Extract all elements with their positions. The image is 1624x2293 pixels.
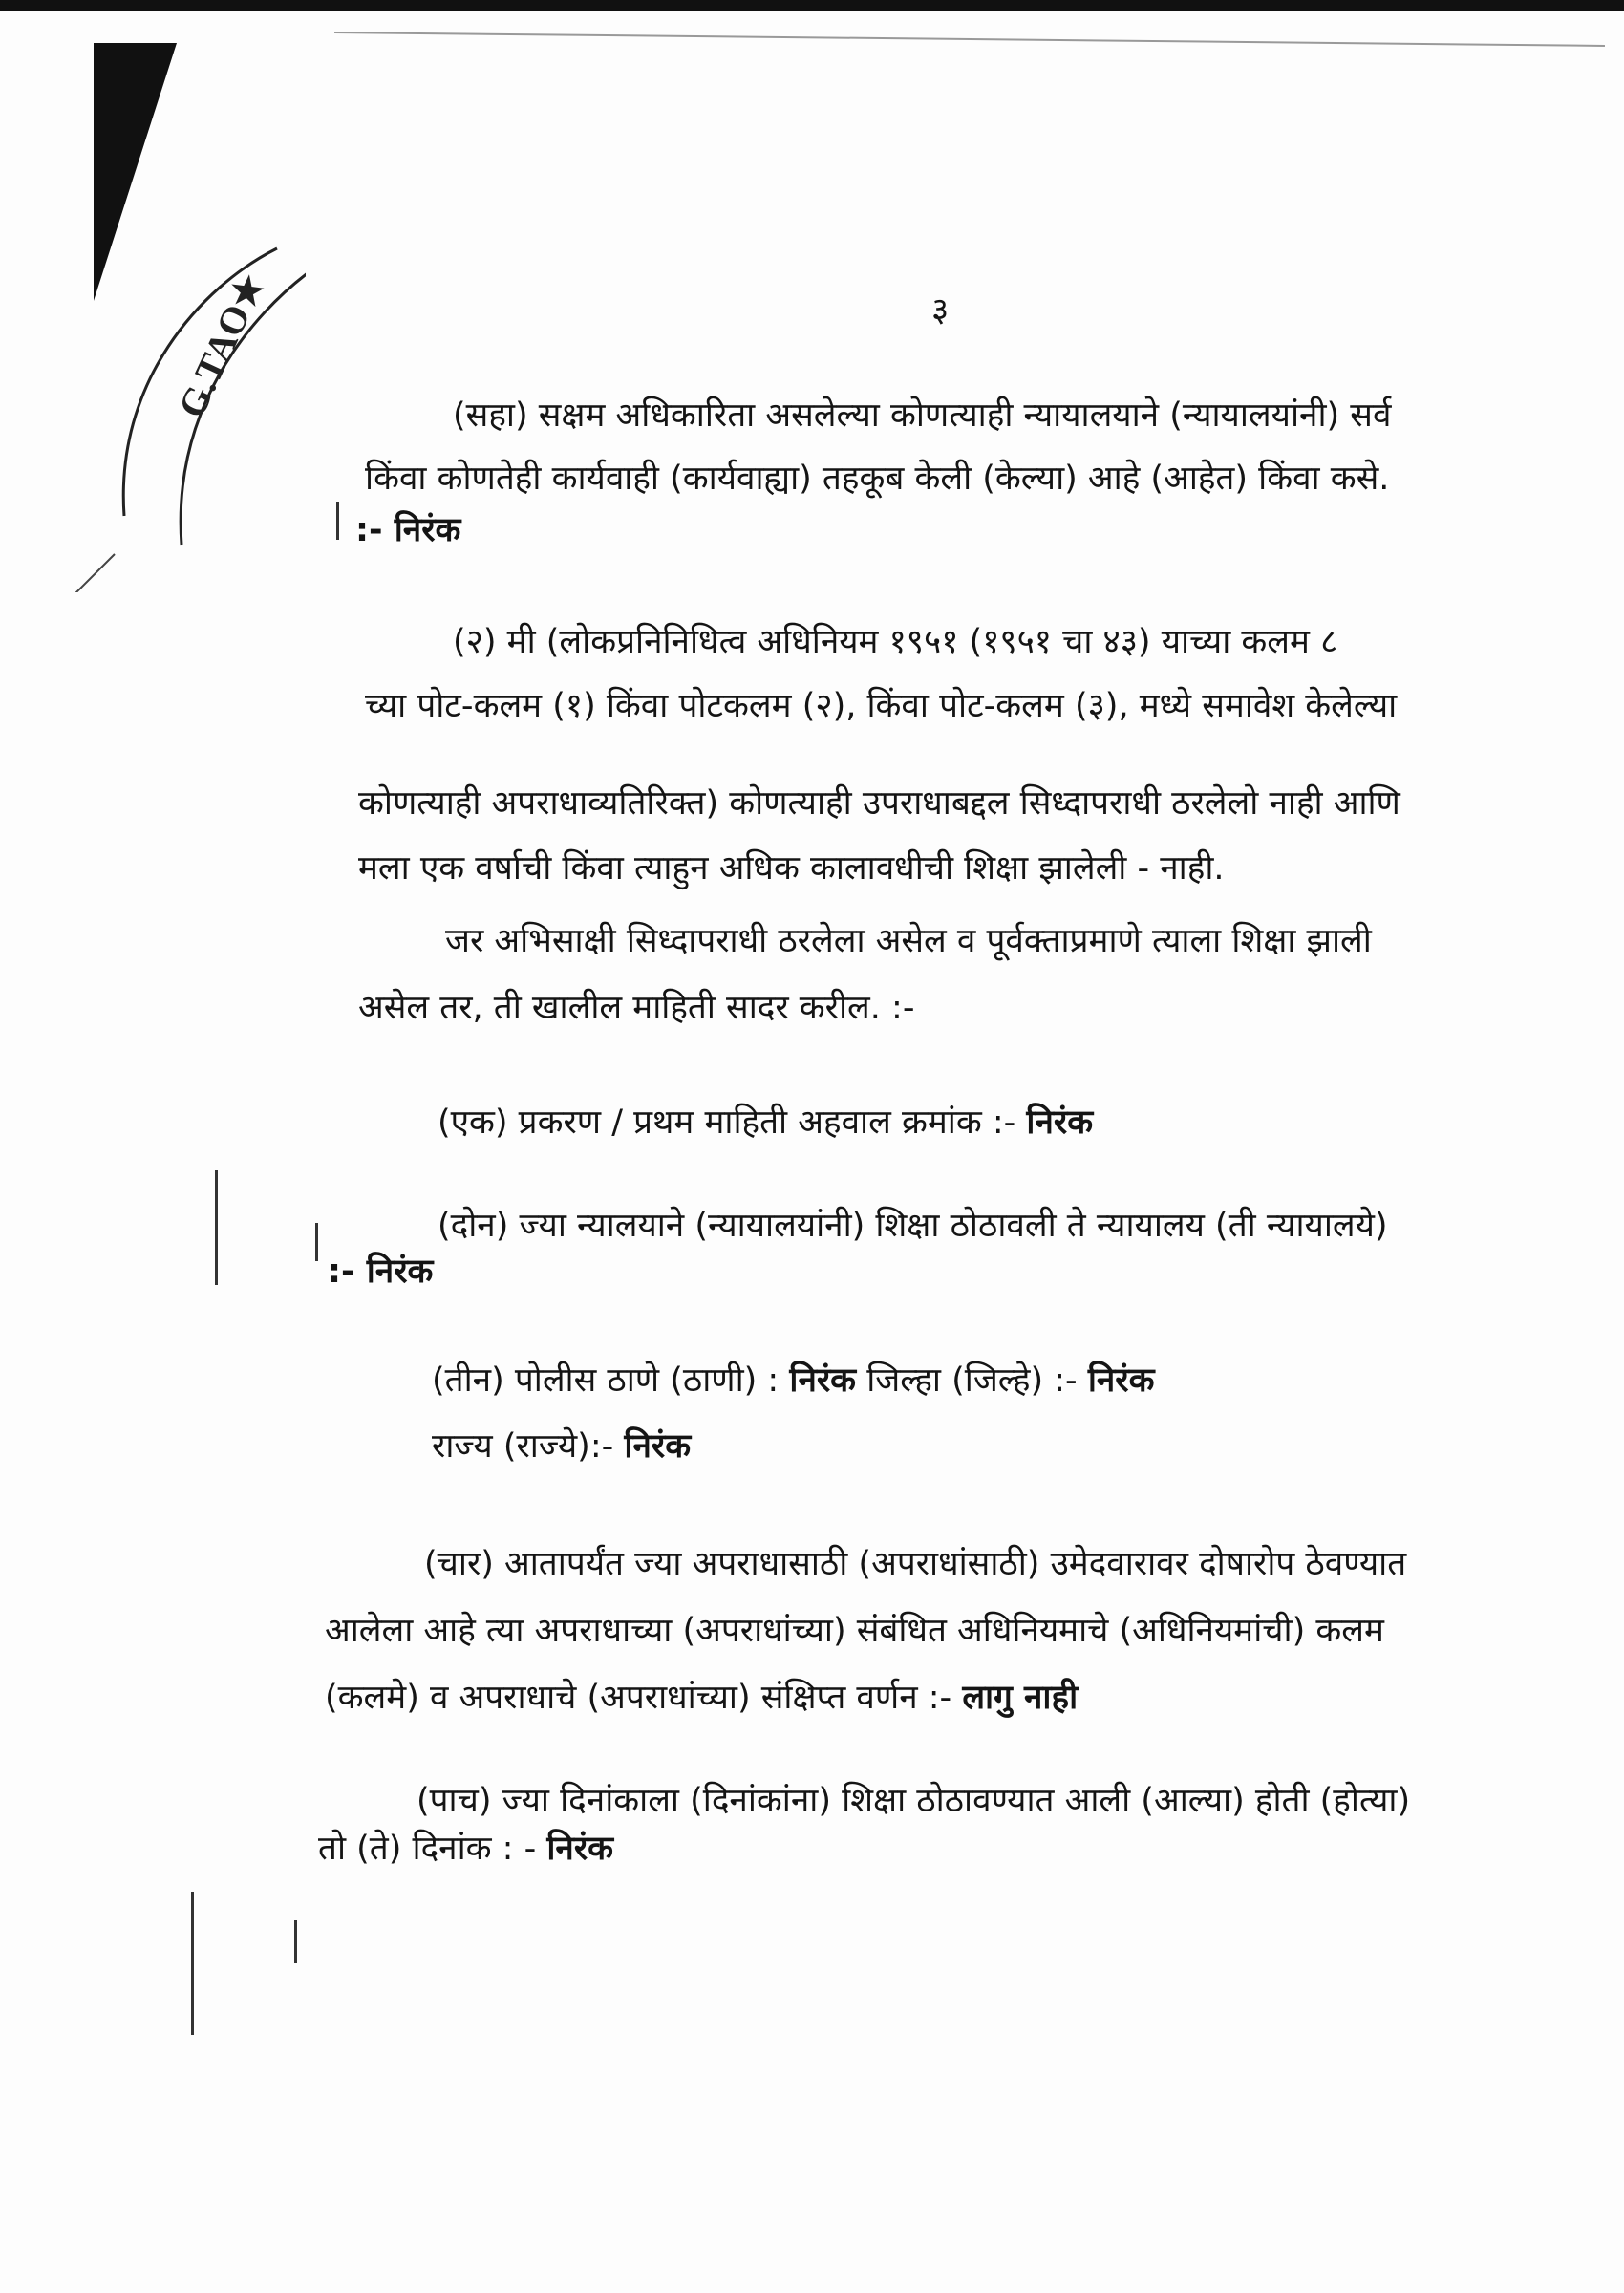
item-ek: [438, 1106, 1093, 1140]
police-station-answer: निरंक: [789, 1361, 857, 1400]
item-char-line3: [325, 1679, 1079, 1717]
scan-line: [334, 32, 1605, 47]
margin-mark: [336, 502, 339, 540]
item-char-answer: लागु नाही: [962, 1679, 1079, 1717]
para-2-line: मला एक वर्षाची किंवा त्याहुन अधिक कालावधीची शिक्षा झालेली - नाही.: [358, 849, 1225, 888]
svg-text:G.TAO★: G.TAO★: [169, 267, 274, 424]
item-teen-state: [432, 1427, 692, 1466]
para-2-line: कोणत्याही अपराधाव्यतिरिक्त) कोणत्याही उपराधाबद्दल सिध्दापराधी ठरलेलो नाही आणि: [358, 784, 1400, 823]
police-station-label: (तीन) पोलीस ठाणे (ठाणी) :: [432, 1361, 780, 1400]
item-ek-label: (एक) प्रकरण / प्रथम माहिती अहवाल क्रमांक :-: [438, 1104, 1016, 1142]
margin-mark: [191, 1892, 194, 2035]
para-2-line: च्या पोट-कलम (१) किंवा पोटकलम (२), किंवा पोट-कलम (३), मध्ये समावेश केलेल्या: [365, 687, 1398, 725]
para-jar-line: असेल तर, ती खालील माहिती सादर करील. :-: [358, 989, 915, 1027]
item-pach-line2: [318, 1832, 613, 1866]
item-ek-answer: निरंक: [1026, 1104, 1094, 1142]
item-pach-line: (पाच) ज्या दिनांकाला (दिनांकांना) शिक्षा ठोठावण्यात आली (आल्या) होती (होत्या): [417, 1782, 1411, 1820]
item-don-answer: :- निरंक: [328, 1253, 434, 1291]
item-char-line: आलेला आहे त्या अपराधाच्या (अपराधांच्या) संबंधित अधिनियमाचे (अधिनियमांची) कलम: [325, 1612, 1384, 1650]
district-answer: निरंक: [1087, 1361, 1155, 1400]
margin-mark: [294, 1920, 297, 1963]
margin-mark: [215, 1170, 218, 1285]
state-answer: निरंक: [624, 1427, 692, 1466]
margin-mark: [315, 1223, 318, 1261]
para-jar-line: जर अभिसाक्षी सिध्दापराधी ठरलेला असेल व पूर्वक्ताप्रमाणे त्याला शिक्षा झाली: [445, 922, 1372, 960]
state-label: राज्य (राज्ये):-: [432, 1427, 614, 1466]
seal-stamp-icon: [57, 229, 306, 592]
para-saha-line: (सहा) सक्षम अधिकारिता असलेल्या कोणत्याही न्यायालयाने (न्यायालयांनी) सर्व: [453, 396, 1392, 435]
para-saha-line: किंवा कोणतेही कार्यवाही (कार्यवाह्या) तहकूब केली (केल्या) आहे (आहेत) किंवा कसे.: [365, 460, 1390, 498]
item-pach-answer: निरंक: [546, 1830, 614, 1868]
item-don-line: (दोन) ज्या न्यालयाने (न्यायालयांनी) शिक्षा ठोठावली ते न्यायालय (ती न्यायालये): [438, 1207, 1388, 1245]
scan-top-edge: [0, 0, 1624, 11]
district-label: जिल्हा (जिल्हे) :-: [866, 1361, 1078, 1400]
item-char-line: (चार) आतापर्यंत ज्या अपराधासाठी (अपराधांसाठी) उमेदवारावर दोषारोप ठेवण्यात: [424, 1545, 1407, 1583]
item-teen: [432, 1361, 1155, 1400]
item-char-text: (कलमे) व अपराधाचे (अपराधांच्या) संक्षिप्त वर्णन :-: [325, 1679, 952, 1717]
item-pach-text: तो (ते) दिनांक : -: [318, 1830, 537, 1868]
para-saha-answer: :- निरंक: [355, 511, 461, 549]
para-2-line: (२) मी (लोकप्रनिनिधित्व अधिनियम १९५१ (१९५१ चा ४३) याच्या कलम ८: [453, 623, 1338, 661]
page-number: ३: [931, 291, 950, 330]
